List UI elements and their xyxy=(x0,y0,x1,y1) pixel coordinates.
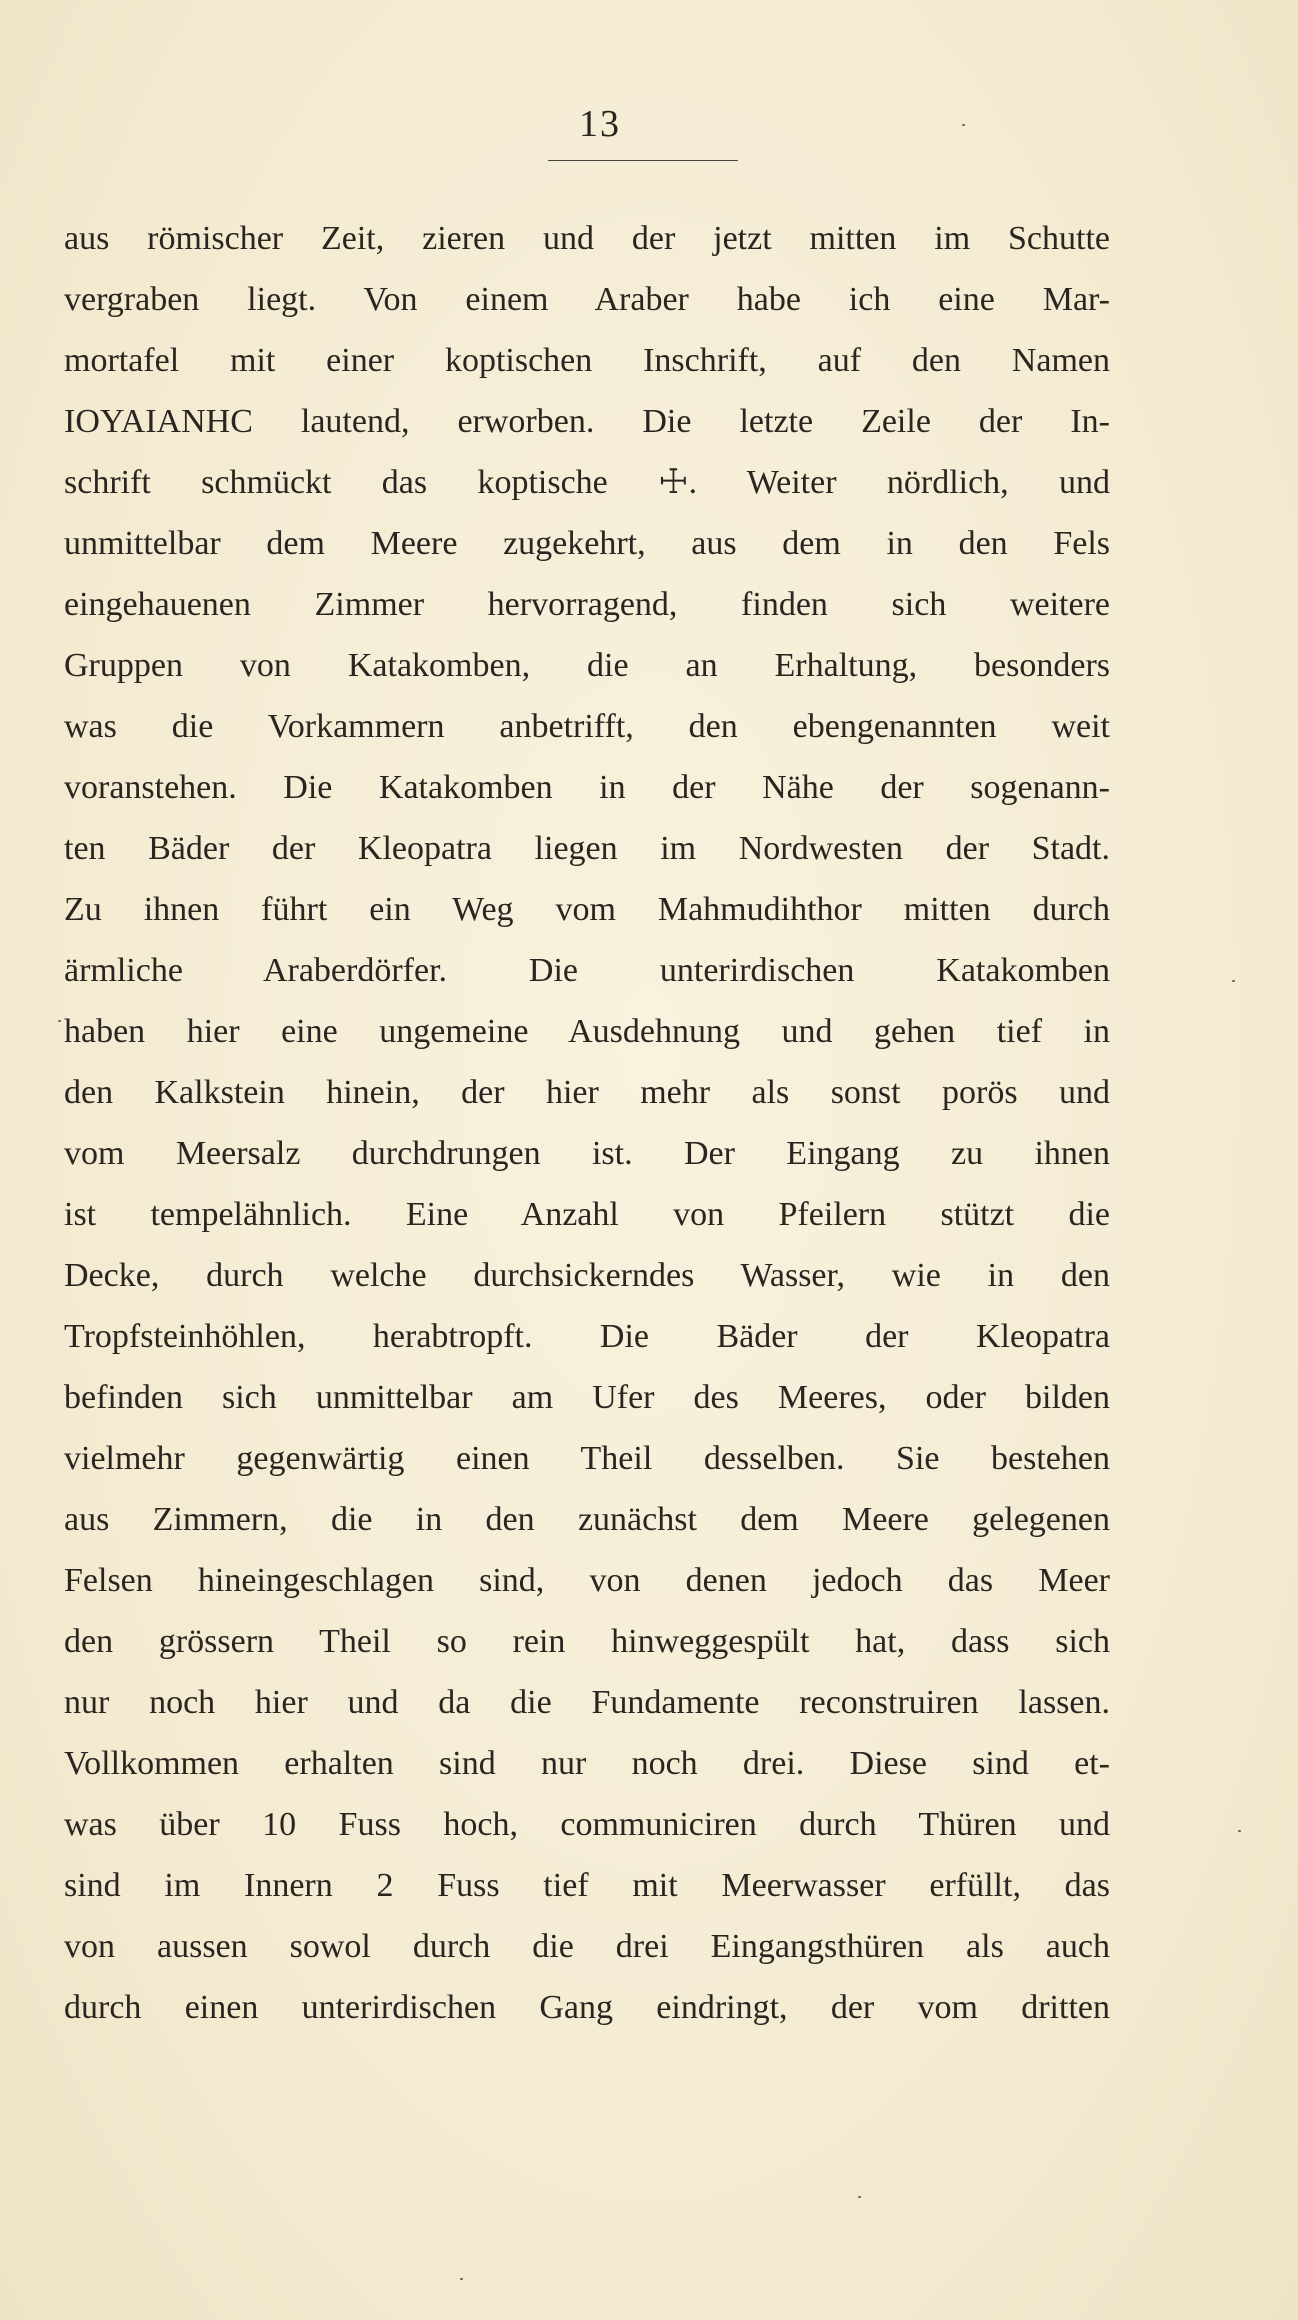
paper-speck xyxy=(460,2278,463,2280)
text-line: vergraben liegt. Von einem Araber habe ich eine Mar- xyxy=(64,281,1110,318)
text-line: befinden sich unmittelbar am Ufer des Meeres, oder bilden xyxy=(64,1379,1110,1416)
paper-speck xyxy=(1238,1830,1241,1832)
text-line: vielmehr gegenwärtig einen Theil desselben. Sie bestehen xyxy=(64,1440,1110,1477)
text-line: Gruppen von Katakomben, die an Erhaltung, besonders xyxy=(64,647,1110,684)
text-line: unmittelbar dem Meere zugekehrt, aus dem in den Fels xyxy=(64,525,1110,562)
text-line: den grössern Theil so rein hinweggespült hat, dass sich xyxy=(64,1623,1110,1660)
text-line: Felsen hineingeschlagen sind, von denen jedoch das Meer xyxy=(64,1562,1110,1599)
text-line: von aussen sowol durch die drei Eingangsthüren als auch xyxy=(64,1928,1110,1965)
text-line: ärmliche Araberdörfer. Die unterirdischen Katakomben xyxy=(64,952,1110,989)
text-line: schrift schmückt das koptische ☩. Weiter nördlich, und xyxy=(64,464,1110,501)
paper-speck xyxy=(1232,980,1235,982)
text-line: vom Meersalz durchdrungen ist. Der Eingang zu ihnen xyxy=(64,1135,1110,1172)
text-line: aus Zimmern, die in den zunächst dem Meere gelegenen xyxy=(64,1501,1110,1538)
text-line: ten Bäder der Kleopatra liegen im Nordwesten der Stadt. xyxy=(64,830,1110,867)
text-line: haben hier eine ungemeine Ausdehnung und gehen tief in xyxy=(64,1013,1110,1050)
text-line: was über 10 Fuss hoch, communiciren durch Thüren und xyxy=(64,1806,1110,1843)
text-line: sind im Innern 2 Fuss tief mit Meerwasser erfüllt, das xyxy=(64,1867,1110,1904)
text-line: Decke, durch welche durchsickerndes Wasser, wie in den xyxy=(64,1257,1110,1294)
text-line: aus römischer Zeit, zieren und der jetzt mitten im Schutte xyxy=(64,220,1110,257)
text-line: ist tempelähnlich. Eine Anzahl von Pfeilern stützt die xyxy=(64,1196,1110,1233)
text-line: mortafel mit einer koptischen Inschrift, auf den Namen xyxy=(64,342,1110,379)
paper-speck xyxy=(962,124,965,126)
text-line: Zu ihnen führt ein Weg vom Mahmudihthor mitten durch xyxy=(64,891,1110,928)
text-line: eingehauenen Zimmer hervorragend, finden sich weitere xyxy=(64,586,1110,623)
text-line: den Kalkstein hinein, der hier mehr als sonst porös und xyxy=(64,1074,1110,1111)
paper-speck xyxy=(58,1020,61,1022)
text-line: durch einen unterirdischen Gang eindringt, der vom dritten xyxy=(64,1989,1110,2026)
text-line: nur noch hier und da die Fundamente reconstruiren lassen. xyxy=(64,1684,1110,1721)
header-rule xyxy=(548,160,738,161)
page-number: 13 xyxy=(579,103,621,145)
text-line: voranstehen. Die Katakomben in der Nähe der sogenann- xyxy=(64,769,1110,806)
paper-speck xyxy=(858,2196,861,2198)
text-line: Tropfsteinhöhlen, herabtropft. Die Bäder der Kleopatra xyxy=(64,1318,1110,1355)
text-line: was die Vorkammern anbetrifft, den ebengenannten weit xyxy=(64,708,1110,745)
text-line: Vollkommen erhalten sind nur noch drei. Diese sind et- xyxy=(64,1745,1110,1782)
text-line: IOYAIANHC lautend, erworben. Die letzte Zeile der In- xyxy=(64,403,1110,440)
body-text xyxy=(64,208,1110,2038)
